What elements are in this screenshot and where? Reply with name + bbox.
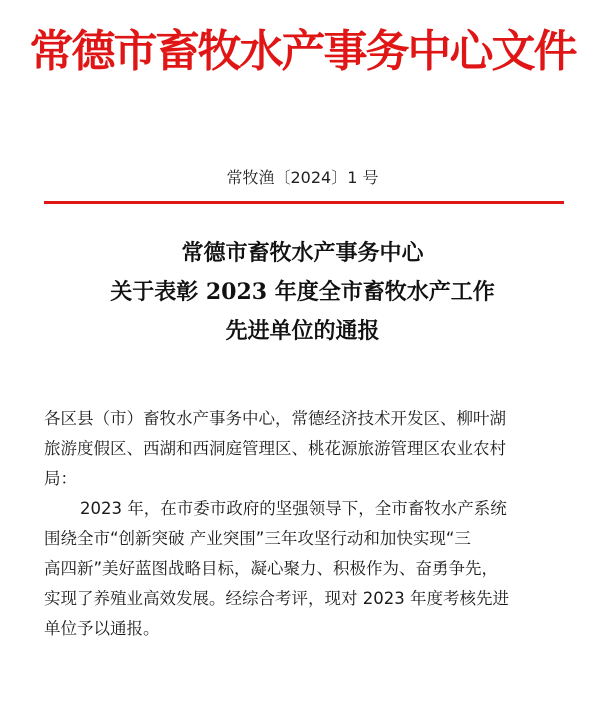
red-divider-line (44, 201, 564, 204)
document-number: 常牧渔〔2024〕1 号 (226, 168, 379, 187)
document-header: 常德市畜牧水产事务中心文件 (29, 26, 576, 77)
body-line: 各区县（市）畜牧水产事务中心，常德经济技术开发区、柳叶湖 (44, 409, 506, 428)
title-line-2: 关于表彰 2023 年度全市畜牧水产工作 (110, 279, 495, 305)
title-line-1: 常德市畜牧水产事务中心 (181, 240, 424, 266)
body-line: 旅游度假区、西湖和西洞庭管理区、桃花源旅游管理区农业农村 (44, 439, 506, 458)
document-title (0, 234, 605, 351)
body-line: 实现了养殖业高效发展。经综合考评，现对 2023 年度考核先进 (44, 589, 509, 608)
title-line-3: 先进单位的通报 (225, 318, 380, 344)
body-line: 局： (44, 469, 77, 488)
body-line: 2023 年，在市委市政府的坚强领导下，全市畜牧水产系统 (80, 499, 507, 518)
body-line: 高四新”美好蓝图战略目标，凝心聚力、积极作为、奋勇争先， (44, 559, 499, 578)
body-line: 围绕全市“创新突破 产业突围”三年攻坚行动和加快实现“三 (44, 529, 471, 548)
body-line: 单位予以通报。 (44, 619, 160, 638)
document-body (44, 404, 574, 644)
